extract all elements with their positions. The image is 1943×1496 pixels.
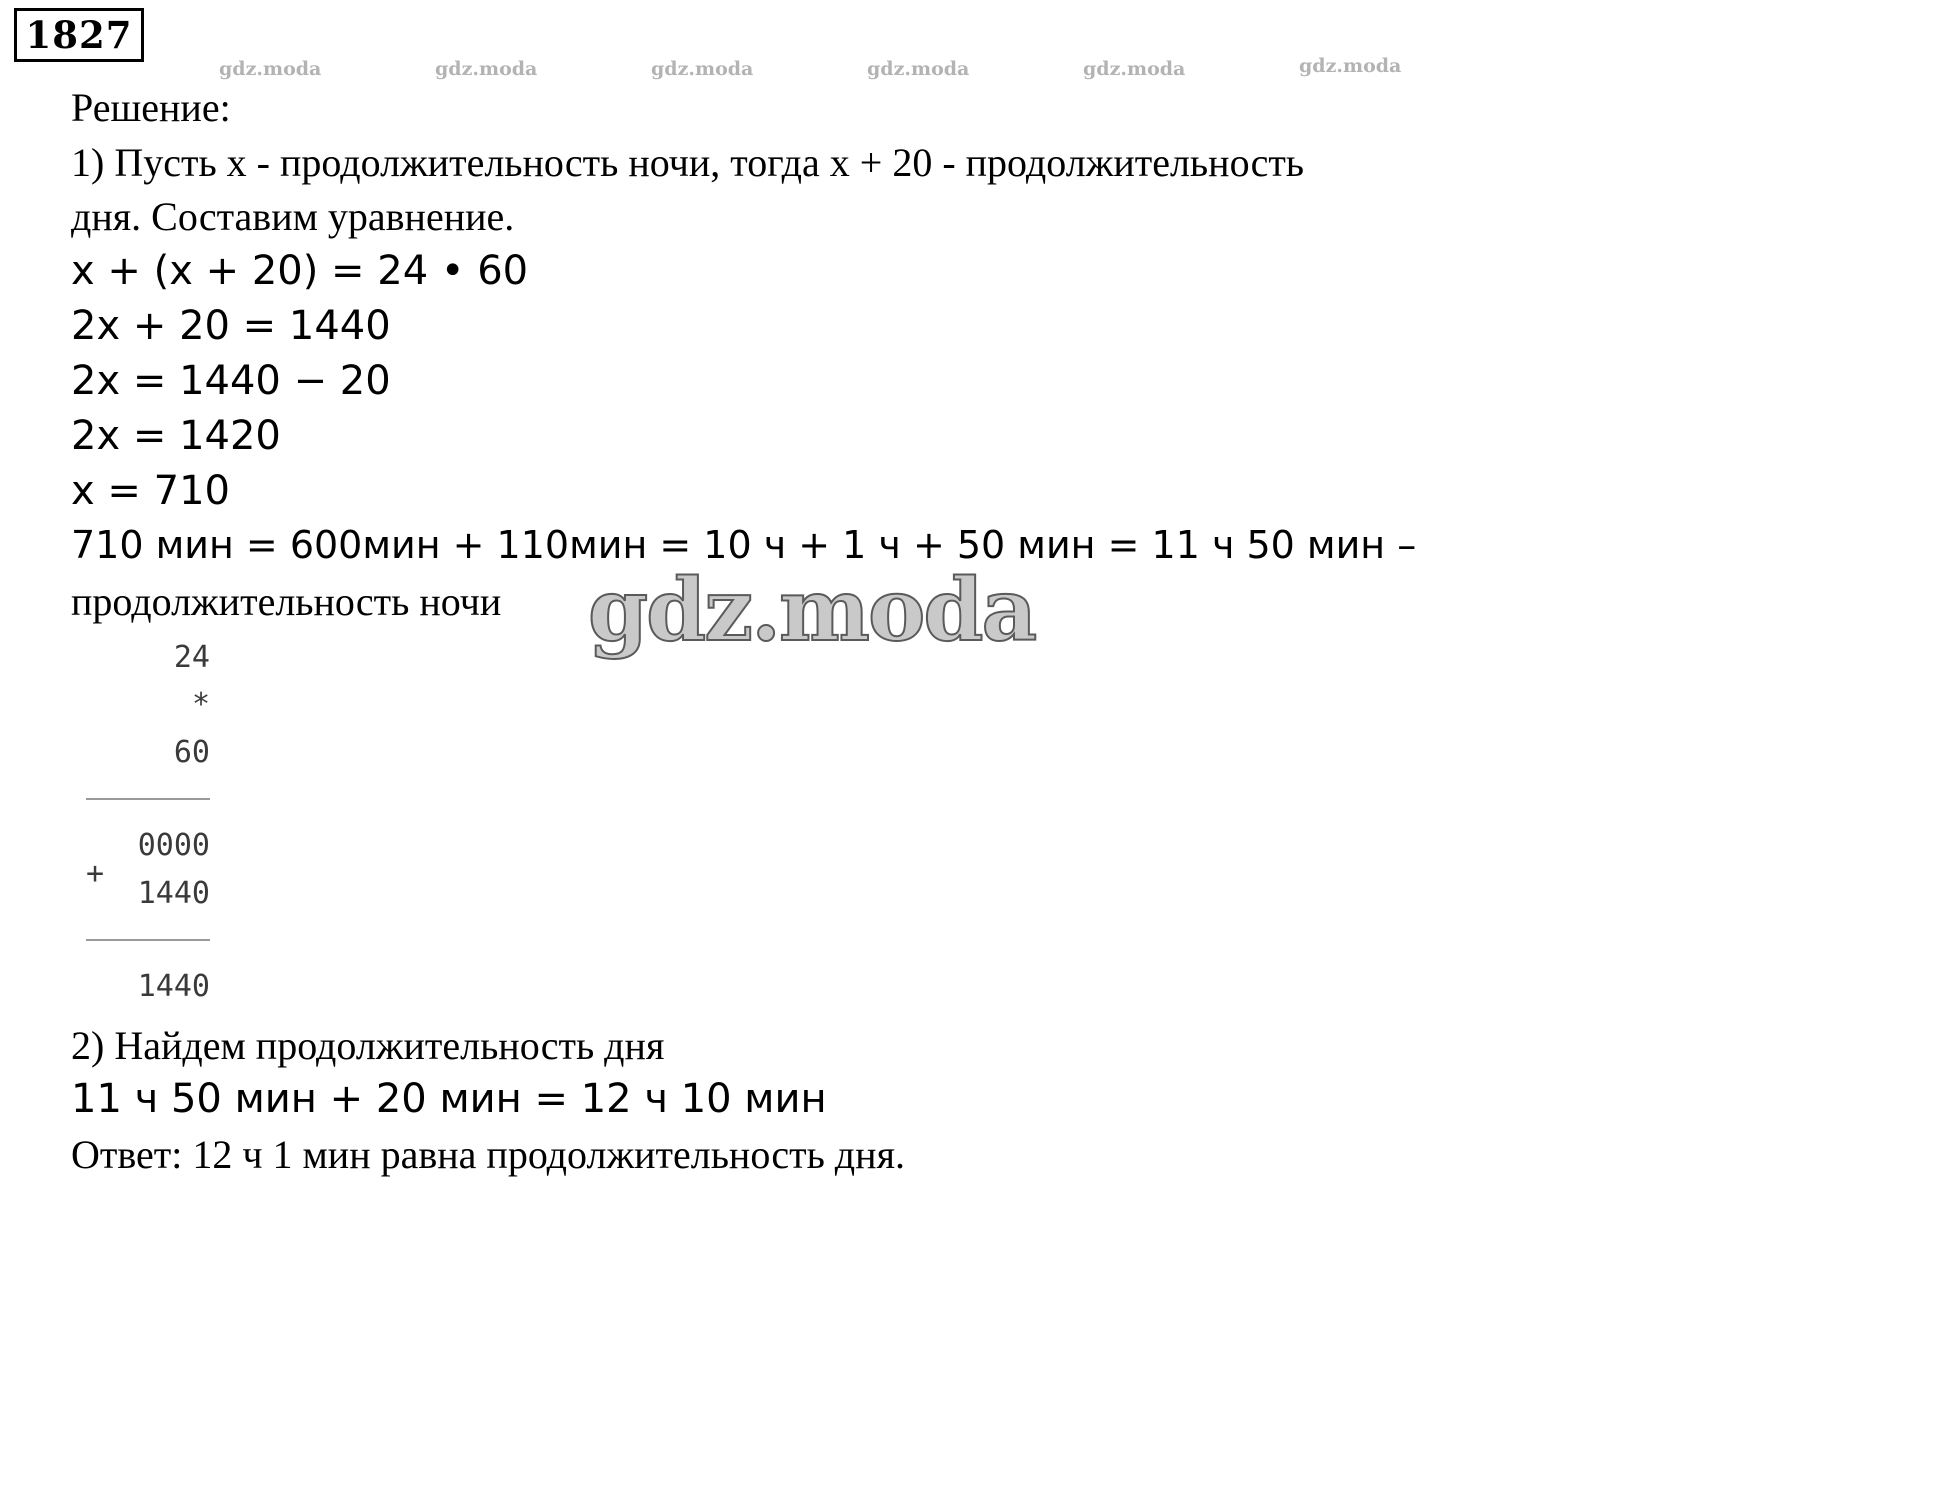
- column-plus: +: [86, 856, 105, 891]
- column-factor1: 24: [173, 640, 210, 675]
- column-operator: *: [191, 687, 210, 722]
- task-number: 1827: [25, 13, 133, 57]
- watermark-small: gdz.moda: [1299, 55, 1402, 77]
- step1-text-line2: дня. Составим уравнение.: [71, 194, 515, 239]
- equation-line: x = 710: [71, 468, 230, 514]
- task-number-box: [14, 8, 144, 62]
- equation-line: 2x = 1420: [71, 413, 281, 459]
- solution-heading: Решение:: [71, 85, 231, 130]
- column-result: 1440: [137, 969, 210, 1004]
- column-rule: [86, 939, 210, 941]
- step2-equation: 11 ч 50 мин + 20 мин = 12 ч 10 мин: [71, 1076, 827, 1122]
- conversion-line2: продолжительность ночи: [71, 579, 502, 624]
- column-rule: [86, 798, 210, 800]
- column-partial1: 0000: [137, 828, 210, 863]
- watermark-small: gdz.moda: [435, 58, 538, 80]
- watermark-big: gdz.moda: [588, 560, 1036, 661]
- column-factor2: 60: [173, 735, 210, 770]
- watermark-small: gdz.moda: [1083, 58, 1186, 80]
- watermark-small: gdz.moda: [867, 58, 970, 80]
- watermark-small: gdz.moda: [219, 58, 322, 80]
- column-partial2: 1440: [137, 876, 210, 911]
- equation-line: 2x = 1440 − 20: [71, 358, 391, 404]
- step1-text-line1: 1) Пусть x - продолжительность ночи, тогда x + 20 - продолжительность: [71, 140, 1305, 185]
- watermark-small: gdz.moda: [651, 58, 754, 80]
- conversion-line1: 710 мин = 600мин + 110мин = 10 ч + 1 ч + 50 мин = 11 ч 50 мин –: [71, 523, 1417, 567]
- answer-line: Ответ: 12 ч 1 мин равна продолжительность дня.: [71, 1132, 905, 1177]
- equation-line: x + (x + 20) = 24 • 60: [71, 248, 529, 294]
- equation-line: 2x + 20 = 1440: [71, 303, 391, 349]
- step2-heading: 2) Найдем продолжительность дня: [71, 1023, 665, 1068]
